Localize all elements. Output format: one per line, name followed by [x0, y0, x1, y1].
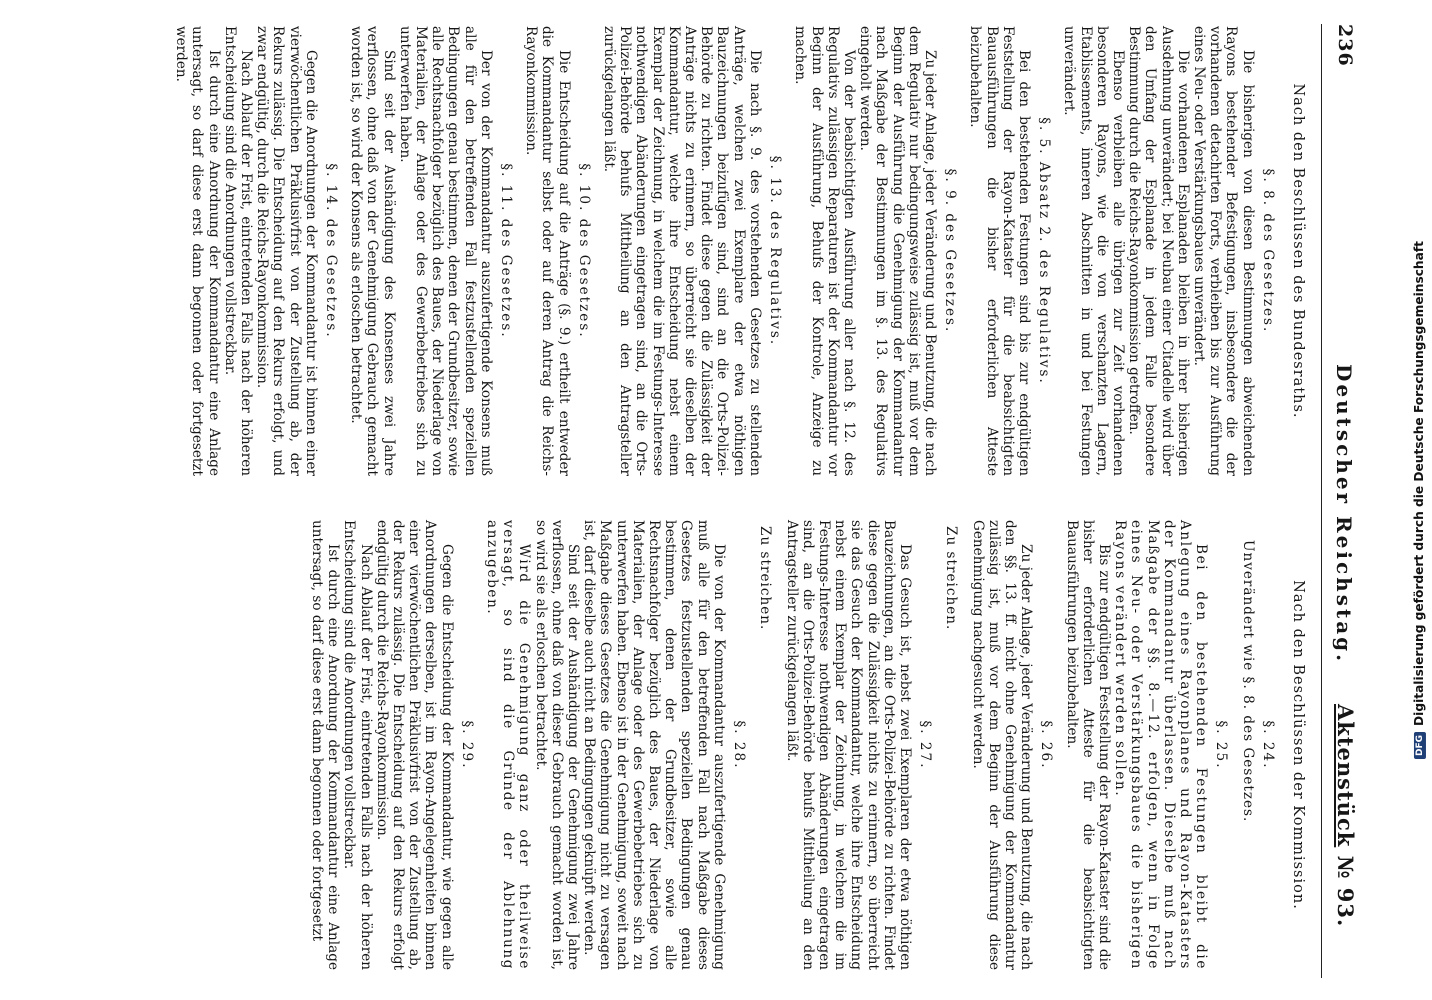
paragraph: Zu jeder Anlage, jeder Veränderung und Benutzung, die nach den §§. 13. ff. nicht ohne Genehmigung der Kommandantur zulässig ist, muß vor dem Beginn der Ausführung diese Genehmigung nachgesucht werden.: [969, 520, 1035, 970]
section-heading: §. 9. des Gesetzes.: [942, 168, 959, 334]
section-heading: §. 10. des Gesetzes.: [575, 163, 592, 339]
paragraph: Ist durch eine Anordnung der Kommandantur eine Anlage untersagt, so darf diese erst dann begonnen oder fortgesetzt werden.: [173, 26, 222, 476]
paragraph: Bei den bestehenden Festungen bleibt die Anlegung eines Rayonplanes und Rayon-Katasters der Kommandantur überlassen. Dieselbe muß nach Maßgabe der §§. 8.—12. erfolgen, wenn in Folge eines Neu- oder Verstärkungsbaues die bisherigen Rayons verändert werden sollen.: [1112, 520, 1210, 970]
right-column: [309, 520, 1306, 970]
footer-text: Digitalisierung gefördert durch die Deutsche Forschungsgemeinschaft: [1412, 241, 1427, 726]
paragraph: Das Gesuch ist, nebst zwei Exemplaren der etwa nöthigen Bauzeichnungen, an die Orts-Polizei-Behörde zu richten. Findet diese gegen die Zulässigkeit nichts zu erinnern, so überreicht sie das Gesuch der Kommandantur, welche ihre Entscheidung nebst einem Exemplar der Zeichnung, in welchem die im Festungs-Interesse nothwendigen Abänderungen eingetragen sind, an die Orts-Polizei-Behörde behufs Mittheilung an den Antragsteller zurückgelangen läßt.: [783, 520, 913, 970]
page-number: 236: [1334, 24, 1356, 67]
paragraph: Bei den bestehenden Festungen sind bis zur endgültigen Feststellung der Rayon-Kataster für die beabsichtigten Bauausführungen die bisher erforderlichen Atteste beizubehalten.: [967, 26, 1032, 476]
paragraph: Die vorhandenen Esplanaden bleiben in ihrer bisherigen Ausdehnung unverändert; bei Neubau einer Citadelle wird über den Umfang der Esplanade in jedem Falle besondere Bestimmung durch die Reichs-Rayonkommission getroffen.: [1126, 26, 1191, 476]
section-heading: §. 13. des Regulativs.: [767, 155, 784, 347]
paragraph: Bis zur endgültigen Feststellung der Rayon-Kataster sind die bisher erforderlichen Atteste für die beabsichtigten Bauausführungen beizubehalten.: [1063, 520, 1112, 970]
paragraph: Von der beabsichtigten Ausführung aller nach §. 12. des Regulativs zulässigen Reparaturen ist der Kommandantur vor Beginn der Ausführung, Behufs der Kontrole, Anzeige zu machen.: [792, 26, 857, 476]
strike-note: Zu streichen.: [943, 526, 960, 631]
paragraph: Ist durch eine Anordnung der Kommandantur eine Anlage untersagt, so darf diese erst dann begonnen oder fortgesetzt: [309, 520, 342, 970]
section-heading: §. 28.: [731, 720, 748, 770]
aktenstueck-value: № 93.: [1333, 855, 1358, 928]
aktenstueck-number: [1333, 704, 1358, 927]
page-header: [1324, 24, 1358, 978]
section-heading: §. 5. Absatz 2. des Regulativs.: [1036, 117, 1053, 385]
left-column: [173, 26, 1306, 476]
section-heading: §. 11. des Gesetzes.: [498, 163, 515, 339]
paragraph: Die bisherigen von diesen Bestimmungen abweichenden Rayons bestehender Befestigungen, insbesondere die der vorhandenen detachirten Forts, verbleiben bis zur Ausführung eines Neu- oder Verstärkungsbaues unverändert.: [1190, 26, 1256, 476]
digitization-footer: [1406, 0, 1432, 1000]
paragraph: Nach Ablauf der Frist, eintretenden Falls nach der höheren Entscheidung sind die Anordnungen vollstreckbar.: [341, 520, 374, 970]
section-heading: §. 26.: [1038, 720, 1055, 770]
aktenstueck-label: Aktenstück: [1333, 704, 1358, 848]
section-heading: §. 25.: [1213, 720, 1230, 770]
paragraph: Die nach §. 9. des vorstehenden Gesetzes zu stellenden Anträge, welchen zwei Exemplare der etwa nöthigen Bauzeichnungen beizufügen sind, sind an die Orts-Polizei-Behörde zu richten. Findet diese gegen die Zulässigkeit der Anträge nichts zu erinnern, so überreicht sie dieselben der Kommandantur, welche ihre Entscheidung nebst einem Exemplar der Zeichnung, in welchem die im Festungs-Interesse nothwendigen Abänderungen eingetragen sind, an die Orts-Polizei-Behörde behufs Mittheilung an den Antragsteller zurückgelangen läßt.: [601, 26, 763, 476]
left-column-heading: Nach den Beschlüssen des Bundesraths.: [1290, 83, 1306, 419]
dfg-logo-icon: DFG: [1414, 732, 1426, 759]
paragraph: Nach Ablauf der Frist, eintretenden Falls nach der höheren Entscheidung sind die Anordnungen vollstreckbar.: [221, 26, 255, 476]
section-heading: §. 24.: [1259, 720, 1276, 770]
running-head: Deutscher Reichstag.: [1332, 364, 1356, 665]
section-heading: §. 29.: [458, 720, 475, 770]
section-heading: §. 8. des Gesetzes.: [1259, 168, 1276, 334]
paragraph: Zu jeder Anlage, jeder Veränderung und Benutzung, die nach dem Regulativ nur bedingungsweise zulässig ist, muß vor dem Beginn der Ausführung die Genehmigung der Kommandantur nach Maßgabe der Bestimmungen im §. 13. des Regulativs eingeholt werden.: [857, 26, 938, 476]
paragraph: Der von der Kommandantur auszufertigende Konsens muß alle für den betreffenden Fall festzustellenden speziellen Bedingungen genau bestimmen, denen der Grundbesitzer, sowie alle Rechtsnachfolger bezüglich des Baues, der Niederlage von Materialien, der Anlage oder des Gewerbebetriebes sich zu unterwerfen haben.: [396, 26, 494, 476]
section-heading: §. 27.: [917, 720, 934, 770]
header-rule: [1321, 24, 1322, 978]
paragraph: Sind seit der Aushändigung der Genehmigung zwei Jahre verflossen, ohne daß von dieser Gebrauch gemacht worden ist, so wird sie als erloschen betrachtet.: [532, 520, 582, 970]
section-heading: §. 14. des Gesetzes.: [323, 163, 340, 339]
paragraph: Gegen die Entscheidung der Kommandantur, wie gegen alle Anordnungen derselben, ist im Rayon-Angelegenheiten binnen einer vierwöchentlichen Präklusivfrist von der Zustellung ab, der Rekurs zulässig. Die Entscheidung auf den Rekurs erfolgt endgültig durch die Reichs-Rayonkommission.: [373, 520, 455, 970]
paragraph: Sind seit der Aushändigung des Konsenses zwei Jahre verflossen, ohne daß von der Genehmigung Gebrauch gemacht worden ist, so wird der Konsens als erloschen betrachtet.: [348, 26, 397, 476]
paragraph: Die von der Kommandantur auszufertigende Genehmigung muß alle für den betreffenden Fall nach Maßgabe dieses Gesetzes festzustellenden speziellen Bedingungen genau bestimmen, denen der Grundbesitzer, sowie alle Rechtsnachfolger bezüglich des Baues, der Niederlage von Materialien, der Anlage oder des Gewerbebetriebes sich zu unterwerfen haben. Ebenso ist in der Genehmigung, soweit nach Maßgabe dieses Gesetzes die Genehmigung nicht zu versagen ist, darf dieselbe auch nicht an Bedingungen geknüpft werden.: [581, 520, 727, 970]
cross-reference: Unverändert wie §. 8. des Gesetzes.: [1239, 540, 1256, 823]
right-column-heading: Nach den Beschlüssen der Kommission.: [1290, 580, 1306, 910]
paragraph: Die Entscheidung auf die Anträge (§. 9.) ertheilt entweder die Kommandantur selbst oder auf deren Antrag die Reichs-Rayonkommission.: [523, 26, 572, 476]
paragraph: Gegen die Anordnungen der Kommandantur ist binnen einer vierwöchentlichen Präklusivfrist von der Zustellung ab, der Rekurs zulässig. Die Entscheidung auf den Rekurs erfolgt, und zwar endgültig, durch die Reichs-Rayonkommission.: [254, 26, 319, 476]
strike-note: Zu streichen.: [757, 526, 774, 631]
footer-text-wrap: [1412, 241, 1426, 759]
paragraph: Wird die Genehmigung ganz oder theilweise versagt, so sind die Gründe der Ablehnung anzugeben.: [484, 520, 533, 970]
paragraph: Ebenso verbleiben alle übrigen zur Zeit vorhandenen besonderen Rayons, wie die von verschanzten Lagern, Etablissements, inneren Abschnitten in und bei Festungen unverändert.: [1061, 26, 1126, 476]
